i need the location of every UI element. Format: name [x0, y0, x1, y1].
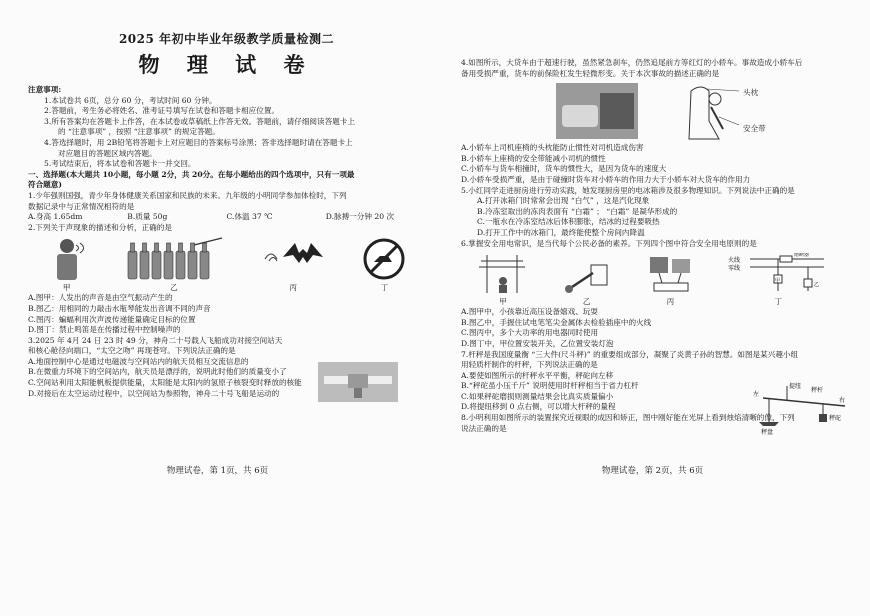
scale-beam-label: 秤杆 [811, 387, 824, 394]
option-a: A.打开冰箱门时常常会出现 “白气” ，这是汽化现象 [477, 196, 650, 206]
figure-jia [47, 237, 87, 293]
section-heading: 一、选择题(本大题共 10小题，每小题 2分，共 20分。在每小题给出的四个选项中，只有一项最 [28, 169, 355, 179]
option-b: B.冷冻室取出的冻肉表面有 “白霜” ； “白霜” 是凝华形成的 [477, 206, 678, 216]
question-3-cont: 和核心舱径向端口，“太空之吻” 再现苍穹。下列说法正确的是 [28, 346, 236, 356]
figure-label: 甲 [62, 283, 71, 293]
question-3: 3.2025 年 4月 24 日 23 时 49 分，神舟二十号载人飞船成功对接空间站天 [28, 335, 283, 345]
option-d: D.图丁：禁止鸣笛是在传播过程中控制噪声的 [28, 325, 181, 335]
figure-yi [124, 237, 224, 293]
option-d: D.脉搏一分钟 20 次 [325, 212, 395, 222]
question-2: 2.下列关于声现象的描述和分析，正确的是 [28, 222, 172, 232]
option-c: C.体温 37 ℃ [226, 212, 273, 222]
figure-label: 甲 [499, 297, 507, 307]
left-label: 左 [753, 391, 760, 398]
option-d: D.图丁中，甲位置安装开关，乙位置安装灯泡 [461, 338, 614, 348]
question-8-cont: 说法正确的是 [461, 423, 507, 433]
option-b: B.质量 50g [127, 212, 168, 222]
figure-label: 丁 [380, 283, 389, 293]
question-5: 5.小红同学走进厨房进行劳动实践，她发现厨房里的电冰箱涉及很多物理知识。下列说法中正确的是 [461, 185, 795, 195]
figure-label: 丁 [774, 297, 782, 307]
figure-label: 丙 [666, 297, 675, 307]
pan-label: 秤盘 [761, 429, 774, 436]
note-line: 对应题目的答题区域内答题。 [58, 148, 157, 158]
high-voltage-icon [477, 253, 529, 295]
question-7-cont: 用轻质杆制作的杆秤，下列说法正确的是 [461, 360, 598, 370]
figure-bing [644, 253, 696, 307]
note-line: 4.答选择题时，用 2B铅笔将答题卡上对应题目的答案标号涂黑；答非选择题时请在答题卡上 [44, 137, 353, 147]
question-4-cont: 备用受损严重，货车的前保险杠发生轻微形变。关于本次事故的描述正确的是 [461, 68, 720, 78]
question-6-figures [461, 251, 844, 307]
lift-knob-label: 提纽 [789, 383, 802, 390]
space-station-photo [318, 362, 398, 402]
exam-page-2 [435, 0, 870, 616]
exam-title: 物 理 试 卷 [138, 52, 315, 77]
bat-icon [261, 237, 325, 281]
option-b: B.在微重力环境下的空间站内，航天员是漂浮的，说明此时他们的质量变小了 [28, 367, 287, 377]
question-1: 1.少年强则国强，青少年身体健康关系国家和民族的未来。九年级的小明同学参加体检时，下列 [28, 190, 347, 200]
exam-header: 2025 年初中毕业年级教学质量检测二 [118, 32, 335, 46]
headrest-label: 头枕 [743, 88, 759, 98]
seatbelt-label: 安全带 [743, 124, 766, 134]
question-1-options [28, 212, 425, 223]
test-pen-icon [561, 253, 613, 295]
water-bottles-icon [124, 237, 224, 281]
power-strip-icon [644, 253, 696, 295]
option-a: A.小轿车上司机座椅的头枕能防止惯性对司机造成伤害 [461, 143, 644, 153]
fuse-label: 熔断器 [794, 253, 810, 259]
figure-label: 乙 [582, 297, 591, 307]
note-line: 1.本试卷共 6页，总分 60 分，考试时间 60 分钟。 [44, 95, 217, 105]
note-line: 3.所有答案均在答题卡上作答，在本试卷或草稿纸上作答无效。答题前，请仔细阅读答题卡上 [44, 116, 355, 126]
option-a: A.要使如图所示的杆秤水平平衡，秤砣向左移 [461, 370, 614, 380]
position-jia-label: 甲 [775, 278, 781, 285]
figure-bing [261, 237, 325, 293]
figure-jia [477, 253, 529, 307]
option-a: A.地面控制中心是通过电磁波与空间站内的航天员相互交流信息的 [28, 356, 249, 366]
question-7: 7.杆秤是我国度量衡 “三大件(尺斗秤)” 的重要组成部分，凝聚了炎黄子孙的智慧。如图是某兴趣小组 [461, 349, 799, 359]
question-4-figure [461, 79, 844, 143]
circuit-diagram [728, 253, 828, 295]
live-wire-label: 火线 [728, 257, 741, 265]
option-c: C.小轿车与货车相撞时，货车的惯性大，是因为货车的速度大 [461, 164, 667, 174]
figure-ding [362, 237, 406, 293]
option-a: A.图甲中，小孩靠近高压设备嬉戏、玩耍 [461, 307, 598, 317]
weight-label: 秤砣 [829, 415, 842, 422]
neutral-wire-label: 零线 [728, 265, 741, 273]
option-d: D.将提纽移到 0 点右侧，可以增大杆秤的量程 [461, 402, 616, 412]
option-c: C.图丙中，多个大功率的用电器同时使用 [461, 328, 599, 338]
question-8: 8.小明利用如图所示的装置探究近视眼的成因和矫正，图中刚好能在光屏上看到烛焰清晰的像，下列 [461, 413, 795, 423]
question-6: 6.掌握安全用电常识，是当代每个公民必备的素养。下列四个图中符合安全用电原则的是 [461, 238, 757, 248]
question-2-figures [28, 235, 425, 293]
figure-ding [728, 253, 828, 307]
note-line: 2.答题前，考生务必将姓名、准考证号填写在试卷和答题卡相应位置。 [44, 106, 280, 116]
figure-label: 乙 [170, 283, 178, 293]
option-d: D.对接后在太空运动过程中，以空间站为参照物，神舟二十号飞船是运动的 [28, 388, 280, 398]
option-d: D.小轿车受损严重，是由于碰撞时货车对小轿车的作用力大于小轿车对大货车的作用力 [461, 174, 751, 184]
option-b: B.图乙中，手握住试电笔笔尖金属体去检验插座中的火线 [461, 317, 652, 327]
notes-heading: 注意事项: [28, 85, 62, 94]
figure-yi [561, 253, 613, 307]
option-a: A.身高 1.65dm [28, 212, 83, 222]
option-c: C.图丙：蝙蝠利用次声波传递能量确定目标的位置 [28, 314, 196, 324]
option-d: D.打开工作中的冰箱门，最终能使整个房间内降温 [477, 227, 645, 237]
option-c: C.空间站利用太阳能帆板提供能量，太阳能是太阳内的氢原子核裂变时释放的核能 [28, 378, 302, 388]
note-line: 的 “注意事项” ，按照 “注意事项” 的规定答题。 [58, 127, 220, 137]
car-crash-photo [556, 83, 638, 139]
note-line: 5.考试结束后，将本试卷和答题卡一并交回。 [44, 159, 196, 169]
right-label: 右 [839, 397, 846, 404]
question-4: 4.如图所示，大货车由于超速行驶，虽然紧急刹车，仍然追尾前方等红灯的小轿车。事故造成小轿车后 [461, 58, 803, 67]
option-b: B.“秤砣虽小压千斤” 说明使用时杆秤相当于省力杠杆 [461, 381, 639, 391]
page-footer: 物理试卷，第 1页，共 6页 [166, 466, 269, 476]
option-c: C.如果秤砣磨损则测量结果会比真实质量偏小 [461, 391, 614, 401]
figure-label: 丙 [289, 283, 297, 293]
option-b: B.图乙：用相同的力敲击水瓶琴能发出音调不同的声音 [28, 303, 211, 313]
option-a: A.图甲：人发出的声音是由空气振动产生的 [28, 293, 173, 303]
position-yi-label: 乙 [814, 282, 820, 289]
page-footer: 物理试卷，第 2页，共 6页 [601, 466, 704, 476]
option-b: B.小轿车上座椅的安全带能减小司机的惯性 [461, 153, 606, 163]
person-speaking-icon [47, 237, 87, 281]
option-c: C.一瓶水在冷冻室结冰后体积膨胀，结冰的过程要吸热 [477, 217, 660, 227]
question-1-cont: 数据记录中与正常情况相符的是 [28, 201, 135, 211]
steelyard-diagram [753, 378, 849, 436]
no-honking-sign-icon [362, 237, 406, 281]
section-heading-cont: 符合题意) [28, 180, 62, 190]
